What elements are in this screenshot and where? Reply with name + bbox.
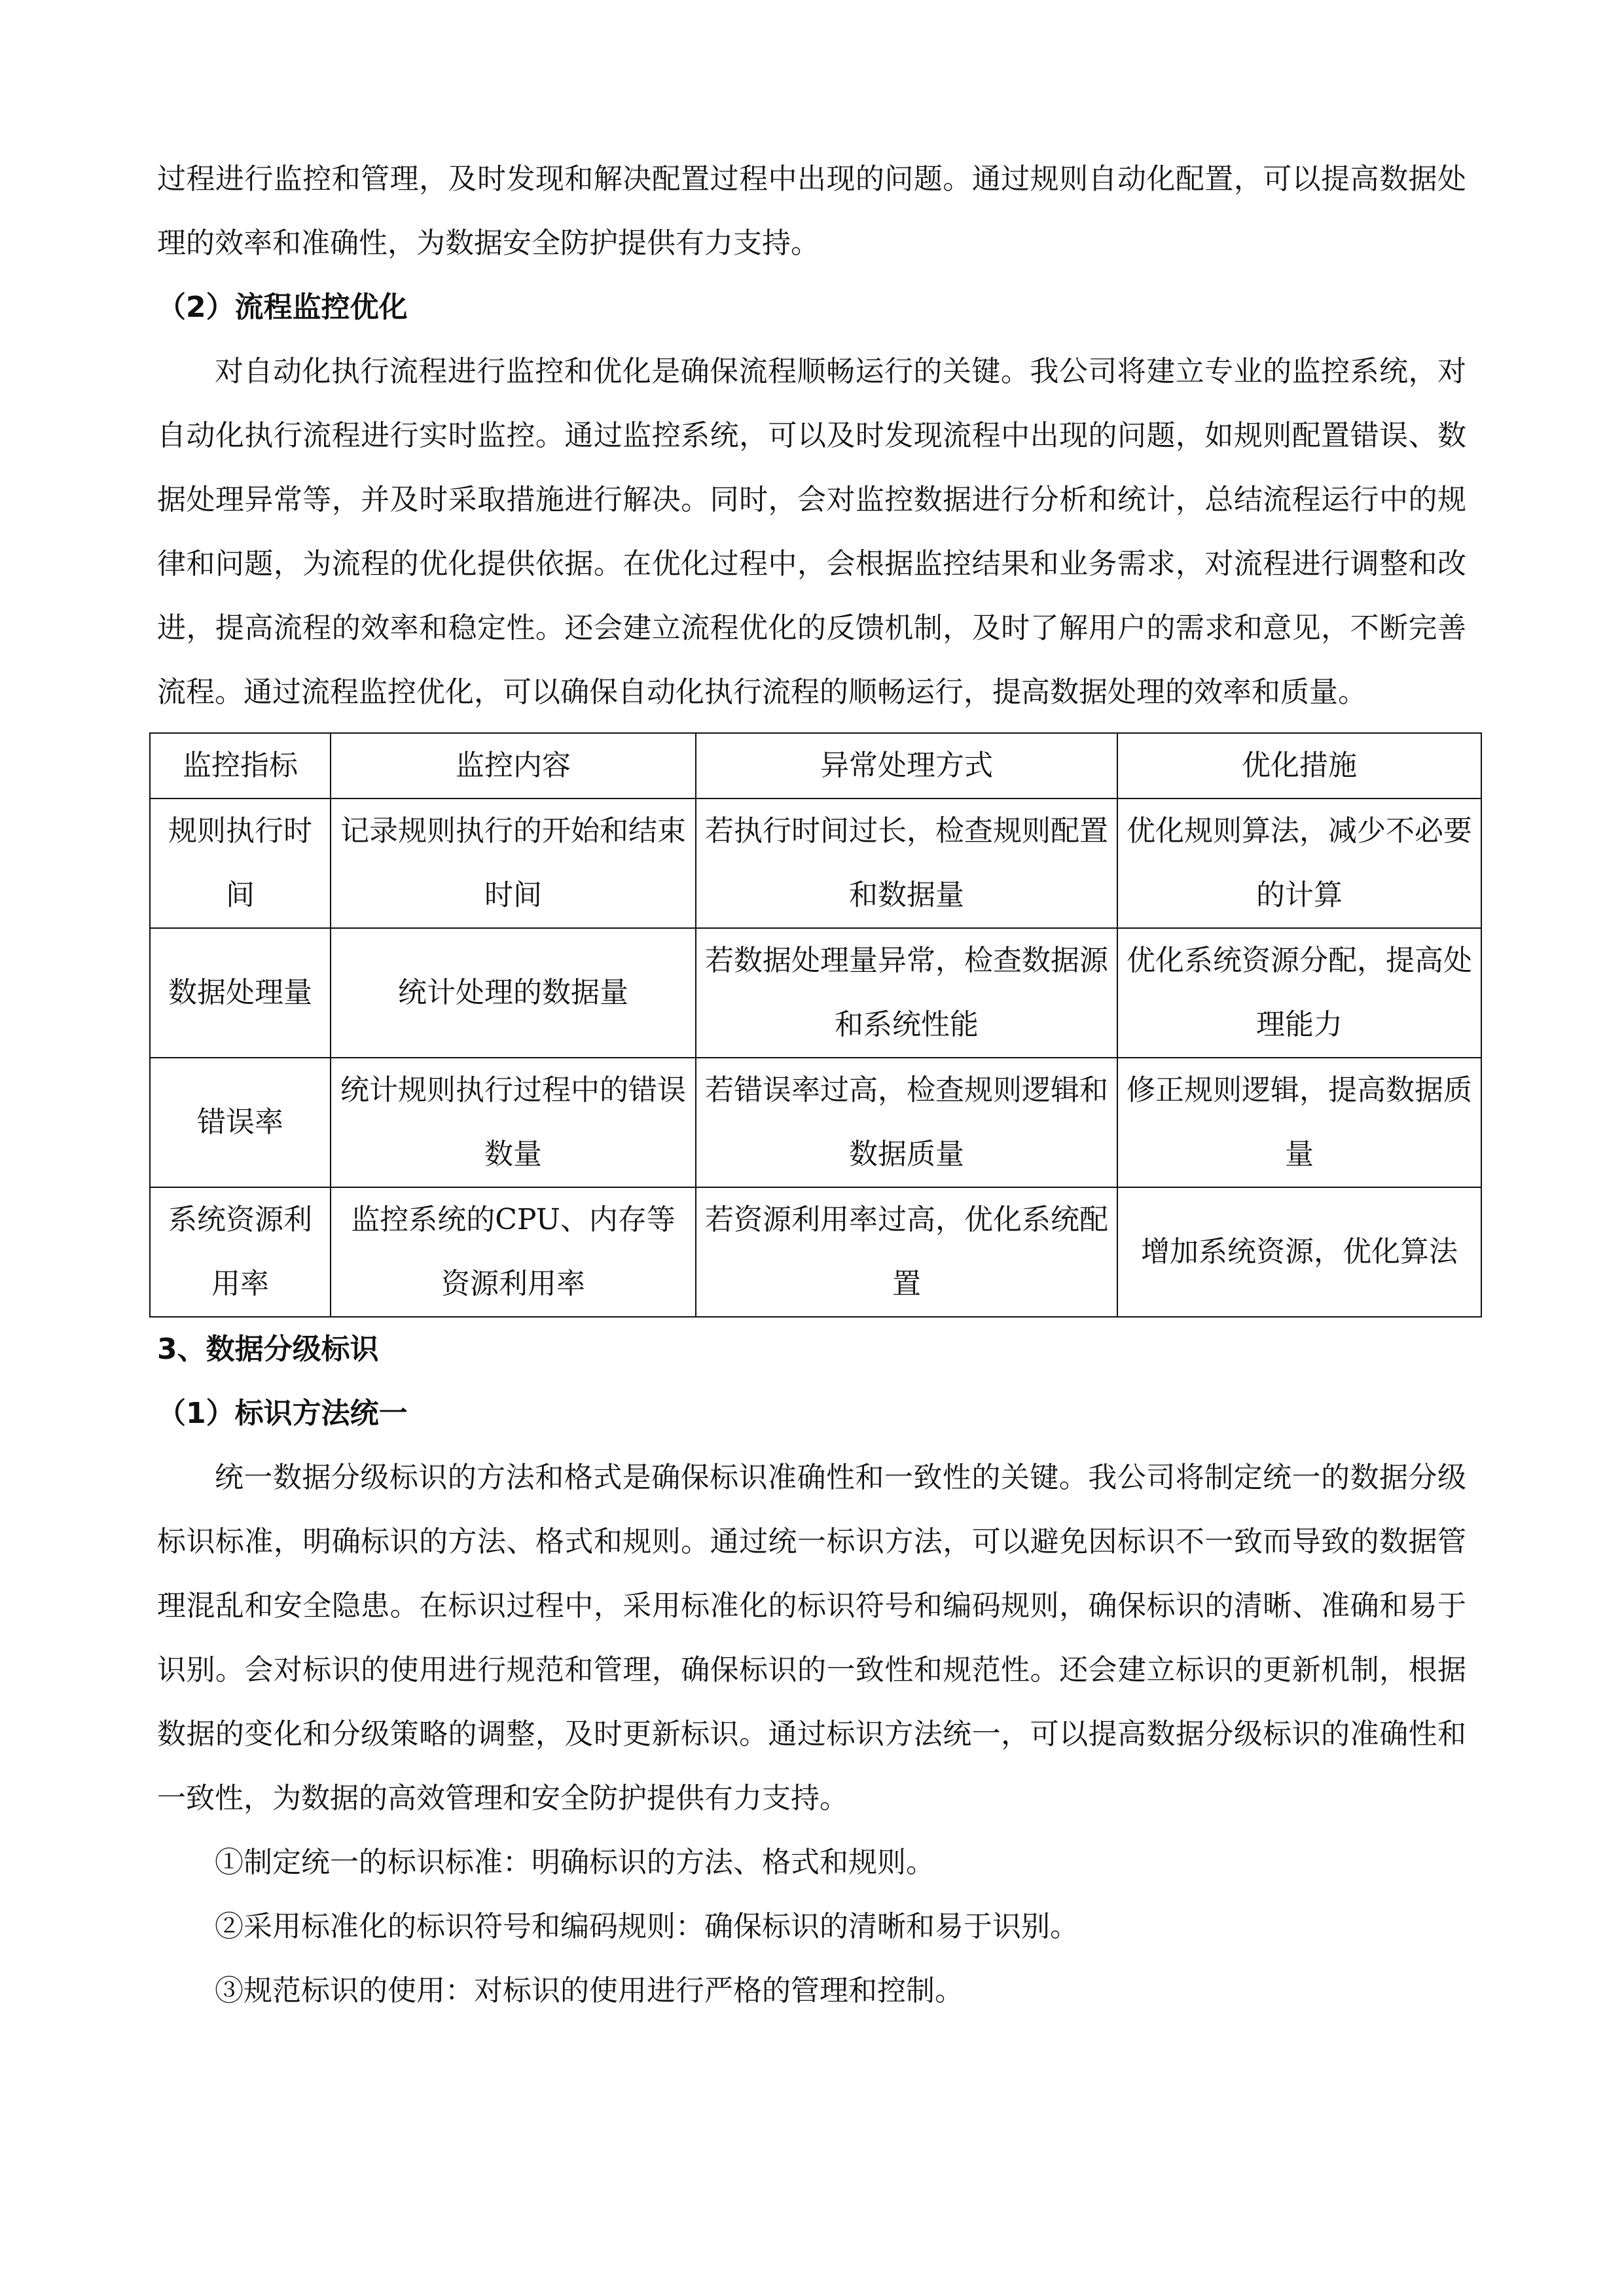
table-cell: 优化规则算法，减少不必要的计算 [1117, 798, 1481, 928]
document-page [157, 147, 1472, 2023]
table-row [150, 928, 1481, 1058]
table-cell: 错误率 [150, 1058, 331, 1187]
section-3-sub-heading: （1）标识方法统一 [157, 1397, 408, 1430]
section-3-heading: 3、数据分级标识 [157, 1333, 379, 1366]
intro-paragraph: 过程进行监控和管理，及时发现和解决配置过程中出现的问题。通过规则自动化配置，可以提高数据处理的效率和准确性，为数据安全防护提供有力支持。 [157, 162, 1466, 260]
table-header-cell: 异常处理方式 [696, 733, 1117, 798]
table-cell: 增加系统资源，优化算法 [1117, 1187, 1481, 1317]
table-row [150, 1187, 1481, 1317]
table-cell: 若资源利用率过高，优化系统配置 [696, 1187, 1117, 1317]
table-row [150, 1058, 1481, 1187]
section-3-paragraph: 统一数据分级标识的方法和格式是确保标识准确性和一致性的关键。我公司将制定统一的数据分级标识标准，明确标识的方法、格式和规则。通过统一标识方法，可以避免因标识不一致而导致的数据管理混乱和安全隐患。在标识过程中，采用标准化的标识符号和编码规则，确保标识的清晰、准确和易于识别。会对标识的使用进行规范和管理，确保标识的一致性和规范性。还会建立标识的更新机制，根据数据的变化和分级策略的调整，及时更新标识。通过标识方法统一，可以提高数据分级标识的准确性和一致性，为数据的高效管理和安全防护提供有力支持。 [157, 1461, 1466, 1815]
table-cell: 统计规则执行过程中的错误数量 [331, 1058, 696, 1187]
table-cell: 修正规则逻辑，提高数据质量 [1117, 1058, 1481, 1187]
list-item: ③规范标识的使用：对标识的使用进行严格的管理和控制。 [215, 1974, 964, 2007]
table-row [150, 798, 1481, 928]
table-cell: 若执行时间过长，检查规则配置和数据量 [696, 798, 1117, 928]
section-2-paragraph: 对自动化执行流程进行监控和优化是确保流程顺畅运行的关键。我公司将建立专业的监控系统，对自动化执行流程进行实时监控。通过监控系统，可以及时发现流程中出现的问题，如规则配置错误、数据处理异常等，并及时采取措施进行解决。同时，会对监控数据进行分析和统计，总结流程运行中的规律和问题，为流程的优化提供依据。在优化过程中，会根据监控结果和业务需求，对流程进行调整和改进，提高流程的效率和稳定性。还会建立流程优化的反馈机制，及时了解用户的需求和意见，不断完善流程。通过流程监控优化，可以确保自动化执行流程的顺畅运行，提高数据处理的效率和质量。 [157, 355, 1466, 709]
table-header-cell: 优化措施 [1117, 733, 1481, 798]
table-cell: 优化系统资源分配，提高处理能力 [1117, 928, 1481, 1058]
table-cell: 数据处理量 [150, 928, 331, 1058]
table-cell: 系统资源利用率 [150, 1187, 331, 1317]
monitoring-table [149, 732, 1482, 1318]
section-2-heading: （2）流程监控优化 [157, 291, 408, 324]
table-cell: 统计处理的数据量 [331, 928, 696, 1058]
table-cell: 规则执行时间 [150, 798, 331, 928]
table-cell: 监控系统的CPU、内存等资源利用率 [331, 1187, 696, 1317]
table-header-cell: 监控指标 [150, 733, 331, 798]
table-cell: 记录规则执行的开始和结束时间 [331, 798, 696, 928]
table-cell: 若错误率过高，检查规则逻辑和数据质量 [696, 1058, 1117, 1187]
table-cell: 若数据处理量异常，检查数据源和系统性能 [696, 928, 1117, 1058]
table-header-row [150, 733, 1481, 798]
list-item: ①制定统一的标识标准：明确标识的方法、格式和规则。 [215, 1846, 935, 1879]
table-header-cell: 监控内容 [331, 733, 696, 798]
list-item: ②采用标准化的标识符号和编码规则：确保标识的清晰和易于识别。 [215, 1910, 1079, 1943]
